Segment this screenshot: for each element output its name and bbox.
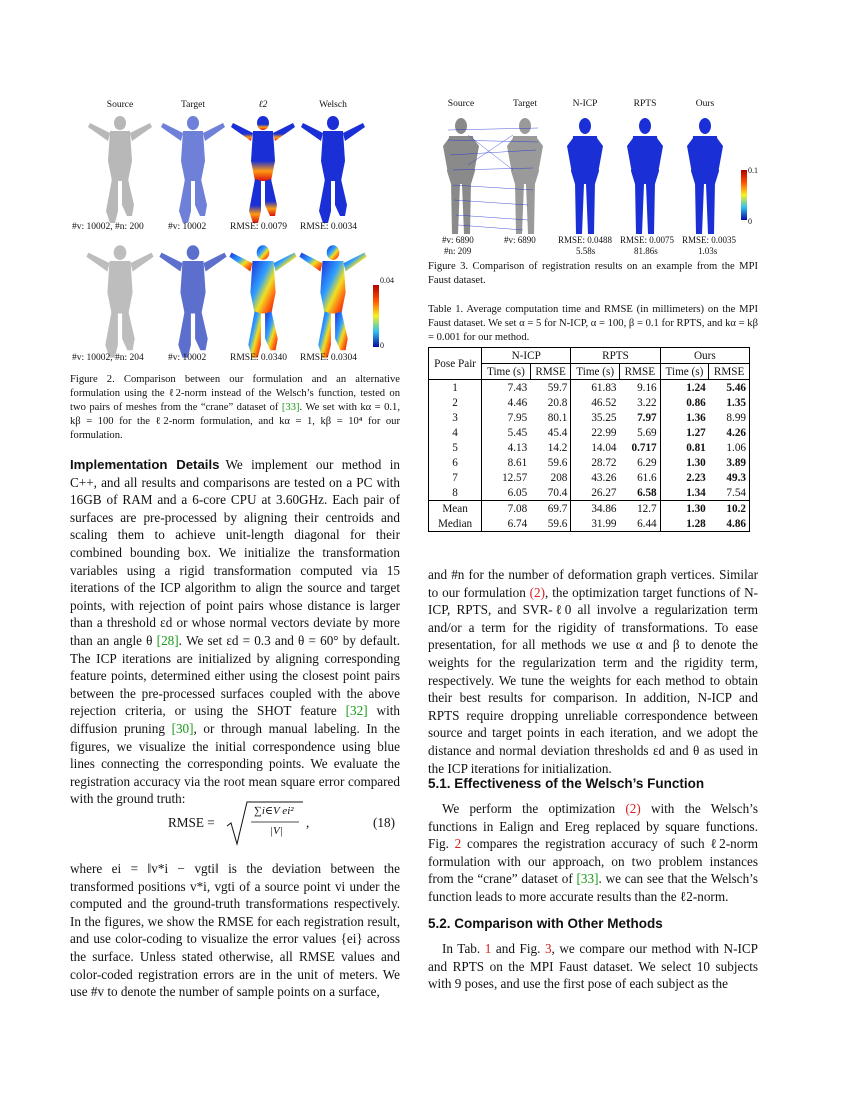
fig2-label-source: Source [106, 100, 134, 110]
table-row [429, 485, 750, 501]
fig2-label-l2: ℓ2 [258, 100, 268, 110]
table-cell: 69.7 [530, 501, 571, 517]
equation-tail: , [306, 815, 310, 830]
table-cell: 208 [530, 470, 571, 485]
fig2-row2-welsch [299, 245, 366, 357]
fig2-label-target: Target [181, 100, 205, 110]
table-cell: 3.89 [709, 455, 750, 470]
fig2-scale-min: 0 [380, 341, 384, 350]
table-row [429, 501, 750, 517]
subheader: RMSE [620, 364, 661, 380]
table-cell: 31.99 [591, 517, 617, 530]
table-cell: 5.46 [709, 380, 750, 396]
table-cell: 1.35 [709, 395, 750, 410]
table-cell: 7.95 [507, 411, 528, 424]
fig3-color-scale [741, 170, 747, 220]
fig3-meta-source: #v: 6890 [442, 235, 474, 245]
fig2-scale-max: 0.04 [380, 276, 394, 285]
fig3-meta2-ours: 1.03s [698, 246, 718, 256]
figure-ref[interactable]: 2 [454, 836, 462, 852]
table-1 [428, 347, 750, 532]
fig2-row1-target [161, 116, 225, 223]
table-row [429, 455, 750, 470]
section-5-2-heading: 5.2. Comparison with Other Methods [428, 916, 663, 931]
row-label: Median [429, 516, 482, 532]
table-cell: 70.4 [530, 485, 571, 501]
table-cell: 59.6 [530, 455, 571, 470]
table-cell: 46.52 [591, 396, 617, 409]
fig2-row2-target [159, 245, 226, 357]
fig3-meta2-rpts: 81.86s [634, 246, 658, 256]
table-row [429, 440, 750, 455]
table-1-summary [429, 501, 750, 532]
table-cell: 6.74 [507, 517, 528, 530]
figure-2-caption: Figure 2. Comparison between our formulation and an alternative formulation using the ℓ2-norm instead of the Welsch’s function, tested on two pairs of meshes from the “crane” dataset of [33]. We set with kα = 0.1, kβ = 100 for the ℓ2-norm formulation, and kα = 1, kβ = 10⁴ for our formulation. [70, 374, 401, 441]
methods-continuation-paragraph: and #n for the number of deformation graph vertices. Similar to our formulation (2), the optimization target functions of N-ICP, RPTS, and SVR-ℓ0 all involve a regularization term and/or a term for the rigidity of transformations. To ease presentation, for all methods we use α and β to denote the weights for the regularization term and the rigidity term, respectively. We tune the weights for each method to obtain their best results for comparison. In addition, N-ICP and RPTS require dropping unreliable correspondence between source and target points in each iteration, and we adopt the distance and normal deviation thresholds εd and θ as used in the ICP iterations for initialization. [428, 567, 758, 776]
equation-lhs: RMSE = [168, 815, 215, 830]
table-cell: 43.26 [591, 471, 617, 484]
implementation-details-paragraph: Implementation Details We implement our method in C++, and all results and comparisons are tested on a PC with 16GB of RAM and a 6-core CPU at 3.60GHz. Each pair of surfaces are pre-processed by aligning their centroids and scaling them to achieve unit-length diagonal for their combined bounding box. We initialize the transformation variables using a rigid transformation computed via 15 iterations of the ICP algorithm to align the source and target points, with rejection of point pairs whose distance is larger than a threshold εd or whose normal vectors deviate by more than an angle θ [28]. We set εd = 0.3 and θ = 60° by default. The ICP iterations are initialized by aligning corresponding feature points, determined either using the closest point pairs between the pre-processed surfaces coupled with the above rejection criteria, or using the SHOT feature [32] with diffusion pruning [30], or through manual labeling. In the figures, we visualize the initial correspondence using blue lines connecting the corresponding points. We evaluate the registration accuracy via the root mean square error compared with the ground truth: [70, 457, 401, 807]
table-cell: 1.24 [686, 381, 706, 394]
figure-3-caption: Figure 3. Comparison of registration results on an example from the MPI Faust dataset. [428, 261, 758, 286]
table-cell: 7.54 [709, 485, 750, 501]
group-ours: Ours [660, 348, 749, 364]
table-cell: 6.29 [620, 455, 661, 470]
table-cell: 26.27 [591, 486, 617, 499]
fig2-row1-meta-target: #v: 10002 [168, 222, 207, 232]
table-cell: 1.28 [686, 517, 706, 530]
row-label: 3 [429, 410, 482, 425]
section-5-1-heading: 5.1. Effectiveness of the Welsch’s Function [428, 776, 705, 791]
fig3-label-ours: Ours [695, 99, 715, 109]
fig2-color-scale [373, 285, 379, 347]
equation-numerator: ∑i∈V ei² [254, 805, 294, 817]
row-label: 2 [429, 395, 482, 410]
table-cell: 20.8 [530, 395, 571, 410]
fig3-label-source: Source [447, 99, 475, 109]
table-cell: 28.72 [591, 456, 617, 469]
fig2-row1-source [88, 116, 152, 223]
figure-2 [70, 95, 400, 370]
table-cell: 1.06 [709, 440, 750, 455]
equation-ref[interactable]: (2) [529, 584, 546, 600]
subheader: Time (s) [660, 364, 709, 380]
table-cell: 7.43 [507, 381, 528, 394]
table-row [429, 395, 750, 410]
row-label: 7 [429, 470, 482, 485]
table-cell: 1.34 [686, 486, 706, 499]
table-cell: 0.86 [686, 396, 706, 409]
implementation-details-heading: Implementation Details [70, 457, 220, 472]
table-cell: 34.86 [591, 502, 617, 515]
fig2-row2-source [86, 245, 153, 357]
fig3-scale-min: 0 [748, 217, 752, 226]
subheader: RMSE [709, 364, 750, 380]
row-label: 5 [429, 440, 482, 455]
equation-ref[interactable]: (2) [625, 801, 641, 816]
fig2-row1-meta-source: #v: 10002, #n: 200 [72, 222, 144, 232]
citation[interactable]: [30] [171, 720, 194, 736]
table-cell: 4.26 [709, 425, 750, 440]
table-cell: 14.2 [530, 440, 571, 455]
fig3-source [443, 118, 479, 234]
fig2-label-welsch: Welsch [319, 100, 347, 110]
table-ref[interactable]: 1 [484, 941, 492, 956]
table-cell: 0.717 [620, 440, 661, 455]
group-rpts: RPTS [571, 348, 660, 364]
fig2-row2-meta-source: #v: 10002, #n: 204 [72, 353, 144, 363]
table-cell: 1.27 [686, 426, 706, 439]
fig3-meta-ours: RMSE: 0.0035 [682, 235, 737, 245]
fig3-meta-nicp: RMSE: 0.0488 [558, 235, 613, 245]
fig2-row1-l2 [231, 116, 295, 223]
citation[interactable]: [32] [345, 703, 368, 719]
subheader: Time (s) [571, 364, 620, 380]
table-cell: 61.83 [591, 381, 617, 394]
fig2-row2-meta-welsch: RMSE: 0.0304 [300, 353, 358, 363]
table-cell: 1.30 [686, 502, 706, 515]
fig3-label-rpts: RPTS [633, 99, 657, 109]
citation[interactable]: [28] [156, 632, 179, 648]
rmse-equation [70, 798, 400, 848]
table-cell: 80.1 [530, 410, 571, 425]
table-cell: 0.81 [686, 441, 706, 454]
table-cell: 8.99 [709, 410, 750, 425]
equation-denominator: |V| [270, 825, 283, 837]
fig2-row2-l2 [229, 245, 296, 357]
table-cell: 59.7 [530, 380, 571, 396]
table-cell: 7.08 [507, 502, 528, 515]
row-label: 4 [429, 425, 482, 440]
table-cell: 2.23 [686, 471, 706, 484]
figure-3 [428, 95, 758, 260]
table-1-body [429, 380, 750, 501]
fig3-ours [687, 118, 723, 234]
table-cell: 4.13 [507, 441, 528, 454]
table-cell: 45.4 [530, 425, 571, 440]
fig3-nicp [567, 118, 603, 234]
table-row [429, 380, 750, 396]
fig3-label-nicp: N-ICP [572, 99, 598, 109]
table-cell: 9.16 [620, 380, 661, 396]
fig2-row1-meta-l2: RMSE: 0.0079 [230, 222, 288, 232]
fig2-row1-meta-welsch: RMSE: 0.0034 [300, 222, 358, 232]
table-cell: 3.22 [620, 395, 661, 410]
table-row [429, 470, 750, 485]
fig2-row2-meta-target: #v: 10002 [168, 353, 207, 363]
rmse-explanation-paragraph: where ei = ‖v*i − vgti‖ is the deviation between the transformed positions v*i, vgti of a source point vi under the computed and the ground-truth transformations respectively. In the figures, we show the RMSE for each registration result, and use color-coding to visualize the error values {ei} across the surface. Unless stated otherwise, all RMSE values and color-coded registration errors are in the unit of meters. We use #v to denote the number of sample points on a surface, [70, 861, 400, 1000]
fig3-meshes [428, 110, 758, 235]
fig3-meta-target: #v: 6890 [504, 235, 536, 245]
row-label: Mean [429, 501, 482, 517]
section-5-1-paragraph: We perform the optimization (2) with the Welsch’s functions in Ealign and Ereg replaced by square functions. Fig. 2 compares the registration accuracy of such ℓ2-norm formulation with our approach, on two problem instances from the “crane” dataset of [33]. we can see that the Welsch’s function leads to more accurate results than the ℓ2-norm. [428, 801, 759, 904]
table-cell: 7.97 [620, 410, 661, 425]
table-cell: 6.44 [620, 516, 661, 532]
table-cell: 12.7 [620, 501, 661, 517]
table-cell: 49.3 [709, 470, 750, 485]
group-nicp: N-ICP [482, 348, 571, 364]
table-cell: 4.46 [507, 396, 528, 409]
fig3-rpts [627, 118, 663, 234]
fig2-row2-meta-l2: RMSE: 0.0340 [230, 353, 288, 363]
table-cell: 5.45 [507, 426, 528, 439]
fig2-row1-welsch [301, 116, 365, 223]
table-cell: 6.05 [507, 486, 528, 499]
fig3-label-target: Target [513, 99, 537, 109]
table-row [429, 410, 750, 425]
table-cell: 1.36 [686, 411, 706, 424]
subheader: Time (s) [482, 364, 531, 380]
row-label: 1 [429, 380, 482, 396]
table-cell: 35.25 [591, 411, 617, 424]
fig3-meta2-source: #n: 209 [444, 246, 472, 256]
fig2-meshes [70, 113, 400, 363]
table-cell: 6.58 [620, 485, 661, 501]
col-pose-pair: Pose Pair [429, 348, 482, 380]
table-cell: 14.04 [591, 441, 617, 454]
table-1-caption: Table 1. Average computation time and RMSE (in millimeters) on the MPI Faust dataset. We set α = 5 for N-ICP, α = 100, β = 0.1 for RPTS, and kα = kβ = 0.001 for our method. [428, 304, 758, 343]
table-cell: 12.57 [502, 471, 528, 484]
section-5-2-paragraph: In Tab. 1 and Fig. 3, we compare our method with N-ICP and RPTS on the MPI Faust dataset. We select 10 subjects with 9 poses, and use the first pose of each subject as the [428, 941, 758, 992]
fig3-meta-rpts: RMSE: 0.0075 [620, 235, 675, 245]
table-cell: 1.30 [686, 456, 706, 469]
row-label: 6 [429, 455, 482, 470]
subheader: RMSE [530, 364, 571, 380]
table-cell: 22.99 [591, 426, 617, 439]
fig3-meta2-nicp: 5.58s [576, 246, 596, 256]
equation-number: (18) [373, 815, 395, 830]
row-label: 8 [429, 485, 482, 501]
table-row [429, 425, 750, 440]
table-cell: 4.86 [709, 516, 750, 532]
citation[interactable]: [33] [281, 402, 300, 413]
table-cell: 10.2 [709, 501, 750, 517]
figure-ref[interactable]: 3 [544, 941, 552, 956]
table-cell: 59.6 [530, 516, 571, 532]
table-cell: 8.61 [507, 456, 528, 469]
citation[interactable]: [33] [576, 871, 599, 887]
table-cell: 61.6 [620, 470, 661, 485]
table-row [429, 516, 750, 532]
fig3-scale-max: 0.1 [748, 166, 758, 175]
table-cell: 5.69 [620, 425, 661, 440]
